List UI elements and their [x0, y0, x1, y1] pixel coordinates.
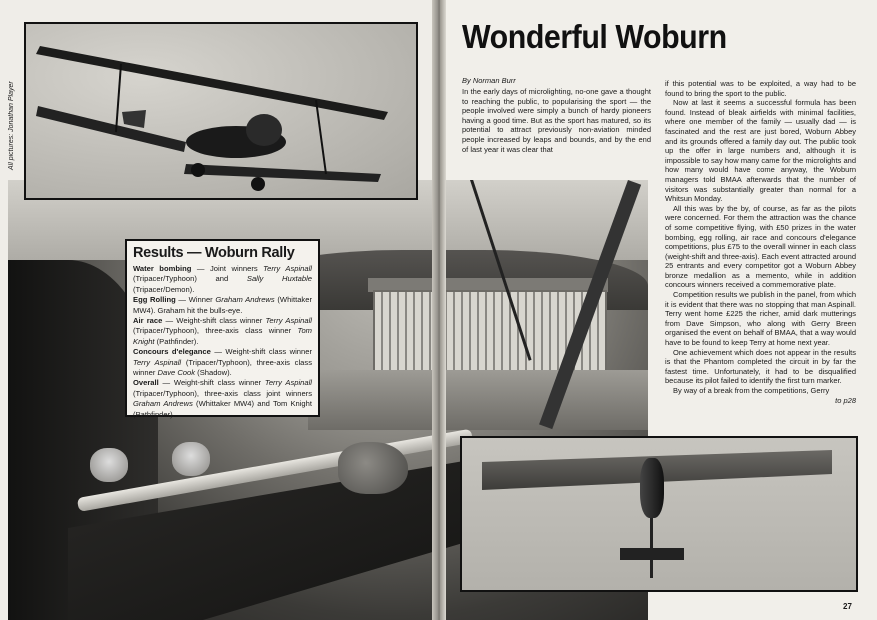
results-title: Results — Woburn Rally: [133, 245, 295, 261]
result-item: Concours d'elegance — Weight-shift class winner Terry Aspinall (Tripacer/Typhoon), three-axis class winner Dave Cook (Shadow).: [133, 347, 313, 378]
continued-note: to p28: [835, 395, 856, 405]
article-column-1: [462, 87, 651, 154]
article-headline: Wonderful Woburn: [462, 18, 727, 55]
page-number: 27: [843, 602, 852, 611]
article-column-2: [665, 79, 856, 405]
result-item: Overall — Weight-shift class winner Terry Aspinall (Tripacer/Typhoon), three-axis class joint winners Graham Andrews (Whittaker MW4) and Tom Knight (Pathfinder).: [133, 378, 312, 419]
microlight-photo: [460, 436, 858, 592]
pilot-glove: [338, 442, 408, 494]
paragraph: All this was by the by, of course, as far as the pilots were concerned. For them the attraction was the chance of some competitive flying, with £50 prizes in the water bombing, egg rolling, air race and concours d'elegance competitions, plus £75 to the overall winner in each class (weight-shift and three-axis). Each event attracted around 25 entrants and every competitor got a Woburn Abbey bronze medallion as a memento, while in addition concours winners received a commemorative plate.: [665, 203, 856, 290]
results-panel: [125, 239, 320, 417]
paragraph: In the early days of microlighting, no-one gave a thought to reaching the public, to popularising the sport — the people involved were simply a bunch of hardy pioneers having a good time. But as the sport has matured, so its potential to attract previously non-aviation minded people increased by leaps and bounds, and by the end of last year it was clear that: [462, 87, 651, 154]
article-byline: By Norman Burr: [462, 76, 516, 85]
microlight-pod-image: [640, 458, 664, 518]
pilot-shoe: [172, 442, 210, 476]
result-item: Air race — Weight-shift class winner Terry Aspinall (Tripacer/Typhoon), three-axis class winner Tom Knight (Pathfinder).: [133, 316, 312, 346]
pilot-shoe: [90, 448, 128, 482]
paragraph: if this potential was to be exploited, a way had to be found to bring the sport to the public.: [665, 79, 856, 98]
paragraph: By way of a break from the competitions, Gerry: [673, 386, 830, 395]
page-gutter: [432, 0, 446, 620]
result-item: Water bombing — Joint winners Terry Aspinall (Tripacer/Typhoon) and Sally Huxtable (Tripacer/Demon).: [133, 264, 312, 294]
biplane-icon: [26, 24, 416, 198]
paragraph: One achievement which does not appear in the results is that the Phantom completed the circuit in by far the fastest time. Unfortunately, it had to be disqualified because its pilot failed to identify the first turn marker.: [665, 347, 856, 386]
paragraph: Competition results we publish in the panel, from which it is evident that there was no stopping that man Aspinall. Terry went home £225 the richer, amid dark mutterings from Dave Simpson, who along with Gerry Breen organised the event on behalf of BMAA, that a way would have to be found to keep Terry at home next year.: [665, 290, 857, 348]
paragraph: Now at last it seems a successful formula has been found. Instead of bleak airfields with minimal facilities, where one member of the family — usually dad — is fascinated and the rest are just bored, Woburn Abbey and its grounds offered a family day out. The public took up the offer in large numbers and, although it is impossible to say how many came for the microlights and how many would have come anyway, the Woburn managers told BMAA afterwards that the number of visitors was substantially greater than normal for a Whitsun Monday.: [665, 98, 856, 204]
biplane-photo: [24, 22, 418, 200]
result-item: Egg Rolling — Winner Graham Andrews (Whittaker MW4). Graham hit the bulls-eye.: [133, 295, 312, 315]
photo-credit: All pictures: Jonathan Player: [8, 81, 15, 170]
